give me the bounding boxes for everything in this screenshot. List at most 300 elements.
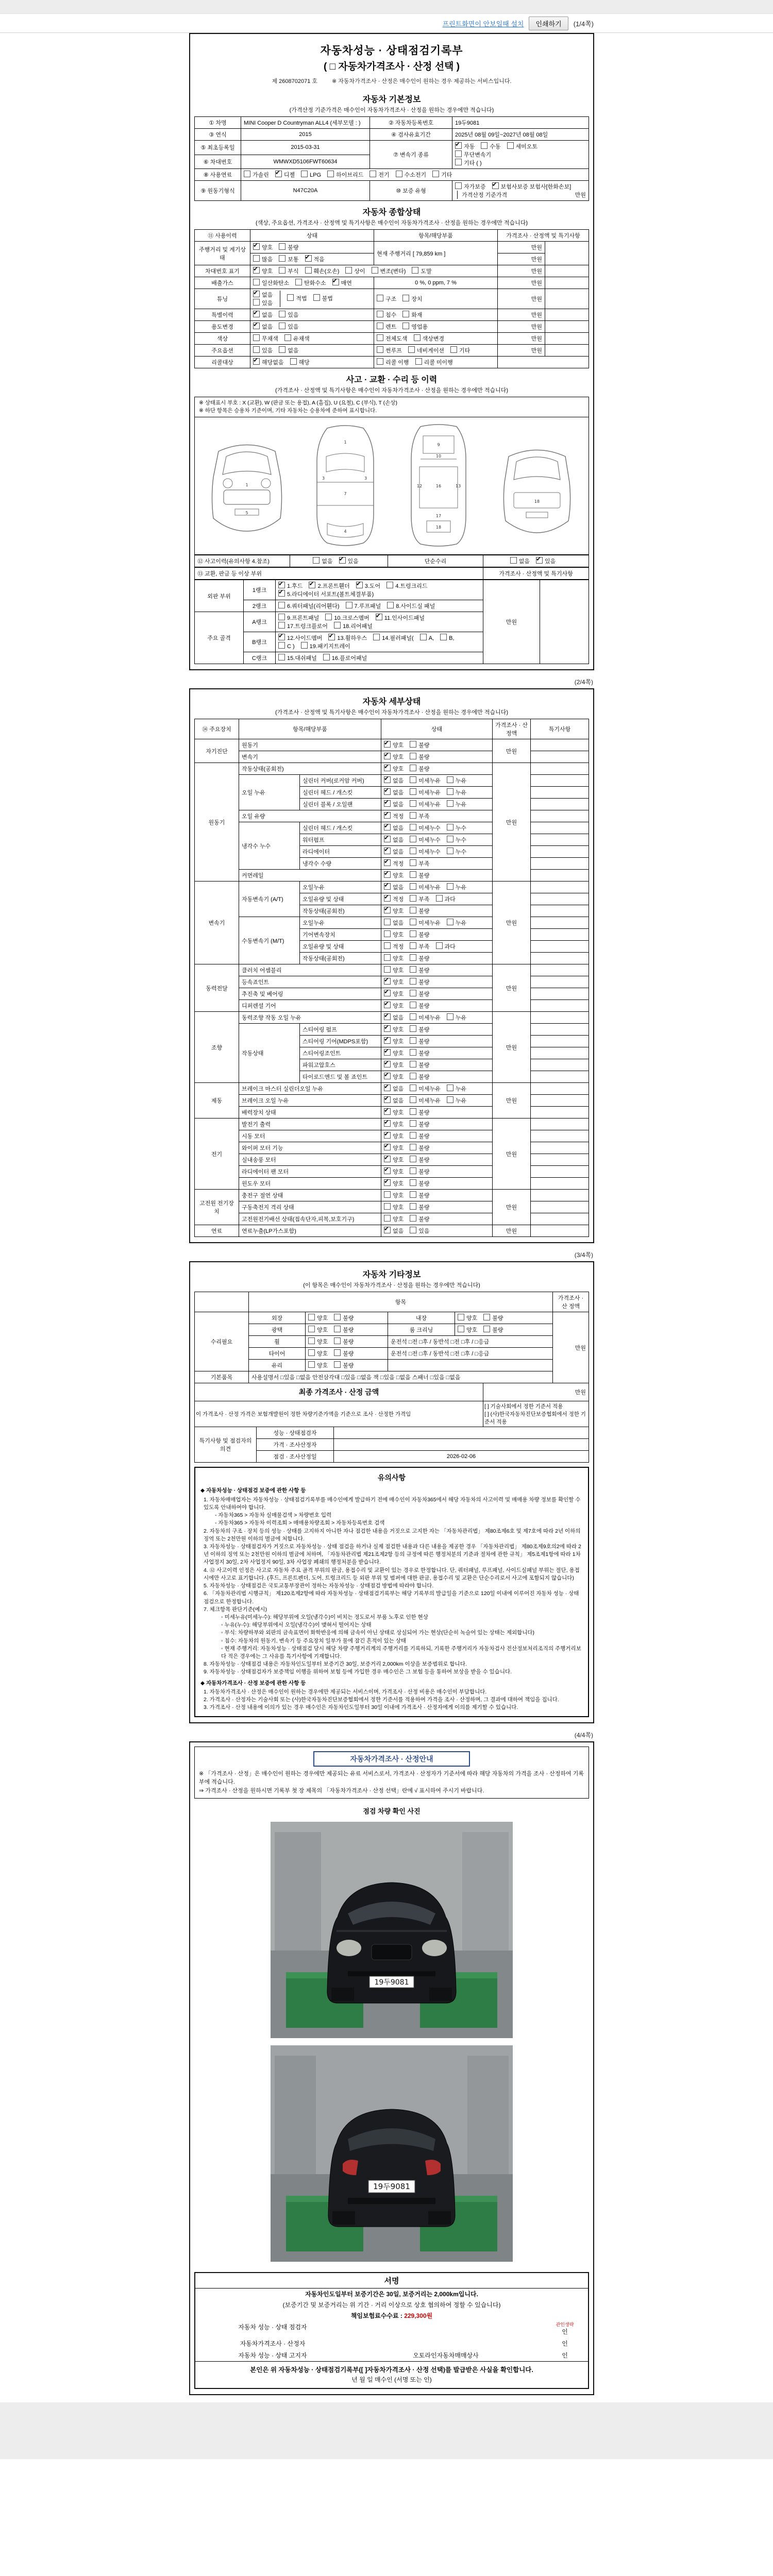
note-cell <box>531 787 589 799</box>
checkbox[interactable] <box>387 602 394 608</box>
checkbox[interactable] <box>287 294 294 301</box>
checkbox[interactable] <box>447 800 453 807</box>
option <box>384 930 404 939</box>
checkbox[interactable] <box>323 654 330 660</box>
option-label: 양호 <box>393 1181 404 1188</box>
checkbox[interactable] <box>410 966 416 973</box>
checkbox[interactable] <box>384 1037 391 1044</box>
option-label: 있음 <box>347 558 359 565</box>
checkbox[interactable] <box>278 634 285 640</box>
checkbox[interactable] <box>415 358 422 365</box>
checkbox[interactable] <box>414 334 421 341</box>
checkbox[interactable] <box>253 279 260 285</box>
checkbox[interactable] <box>410 859 416 866</box>
checkbox[interactable] <box>377 311 383 317</box>
option <box>510 557 530 565</box>
checkbox[interactable] <box>278 602 285 608</box>
checkbox[interactable] <box>253 334 260 341</box>
checkbox[interactable] <box>410 1191 416 1198</box>
checkbox[interactable] <box>308 1349 315 1356</box>
checkbox[interactable] <box>384 848 391 854</box>
note-cell <box>531 1142 589 1154</box>
notice-section <box>194 1467 589 1717</box>
state-options <box>381 739 493 751</box>
checkbox[interactable] <box>373 634 380 640</box>
tuning-target-options <box>374 289 498 309</box>
svg-text:18: 18 <box>534 499 540 504</box>
checkbox[interactable] <box>295 279 302 285</box>
checkbox[interactable] <box>290 358 297 365</box>
option-label: 누수 <box>455 825 467 832</box>
repair-needed-label: 수리필요 <box>195 1312 249 1371</box>
option-label: LPG <box>310 172 322 178</box>
option-label: 17.트렁크플로어 <box>287 623 328 630</box>
checkbox[interactable] <box>278 590 285 597</box>
checkbox[interactable] <box>410 824 416 831</box>
checkbox[interactable] <box>339 557 346 564</box>
checkbox[interactable] <box>332 279 339 285</box>
checkbox[interactable] <box>345 267 352 274</box>
basic-info-title: 자동차 기본정보 <box>362 95 421 104</box>
checkbox[interactable] <box>410 1132 416 1139</box>
option <box>384 895 404 903</box>
checkbox[interactable] <box>410 1025 416 1032</box>
page-number-badge: (2/4쪽) <box>574 679 593 686</box>
checkbox[interactable] <box>313 557 320 564</box>
option-label: 불량 <box>418 1205 430 1211</box>
checkbox[interactable] <box>253 243 260 250</box>
option <box>410 895 429 903</box>
checkbox[interactable] <box>253 323 260 329</box>
checkbox[interactable] <box>410 765 416 771</box>
opinion-table <box>194 1427 589 1463</box>
checkbox[interactable] <box>410 942 416 949</box>
checkbox[interactable] <box>447 848 453 854</box>
checkbox[interactable] <box>410 1002 416 1008</box>
checkbox[interactable] <box>447 919 453 925</box>
checkbox[interactable] <box>410 990 416 996</box>
panel-section-label: ⑬ 교환, 판금 등 이상 부위 <box>195 568 483 580</box>
checkbox[interactable] <box>410 907 416 913</box>
state-options <box>381 1071 493 1083</box>
option-label: 14.필러패널( <box>382 635 414 642</box>
checkbox[interactable] <box>308 1361 315 1368</box>
field-label: ① 차명 <box>195 117 241 129</box>
option <box>410 859 429 868</box>
option <box>481 142 500 150</box>
checkbox[interactable] <box>384 1061 391 1067</box>
checkbox[interactable] <box>384 741 391 748</box>
checkbox[interactable] <box>402 295 409 301</box>
option-label: 전체도색 <box>385 336 408 342</box>
checkbox[interactable] <box>384 1191 391 1198</box>
option <box>483 1314 503 1322</box>
checkbox[interactable] <box>384 966 391 973</box>
checkbox[interactable] <box>275 171 282 177</box>
overall-state-table <box>194 229 589 368</box>
checkbox[interactable] <box>386 582 393 588</box>
checkbox[interactable] <box>384 919 391 925</box>
option-label: 양호 <box>393 1062 404 1069</box>
checkbox[interactable] <box>369 171 376 177</box>
checkbox[interactable] <box>384 1108 391 1115</box>
checkbox[interactable] <box>377 346 383 353</box>
checkbox[interactable] <box>253 358 260 365</box>
checkbox[interactable] <box>384 1120 391 1127</box>
checkbox[interactable] <box>436 895 443 902</box>
checkbox[interactable] <box>410 1120 416 1127</box>
checkbox[interactable] <box>384 776 391 783</box>
item-label: 실린더 커버(로커암 커버) <box>300 775 381 787</box>
option-label: 없음 <box>262 292 273 298</box>
checkbox[interactable] <box>384 990 391 996</box>
checkbox[interactable] <box>410 1084 416 1091</box>
checkbox[interactable] <box>253 299 260 306</box>
item-label: 파워고압호스 <box>300 1059 381 1071</box>
checkbox[interactable] <box>410 753 416 759</box>
checkbox[interactable] <box>253 346 260 353</box>
checkbox[interactable] <box>279 311 285 317</box>
checkbox[interactable] <box>327 171 334 177</box>
note-cell <box>545 309 589 321</box>
note-cell <box>531 1154 589 1166</box>
checkbox[interactable] <box>447 836 453 842</box>
option-label: 상이 <box>354 268 365 275</box>
sub-label: 내장 <box>388 1312 455 1324</box>
checkbox[interactable] <box>244 171 250 177</box>
checkbox[interactable] <box>408 346 415 353</box>
checkbox[interactable] <box>447 1013 453 1020</box>
checkbox[interactable] <box>410 1144 416 1150</box>
col-header: 상태 <box>381 719 493 739</box>
checkbox[interactable] <box>410 1203 416 1210</box>
checkbox[interactable] <box>384 978 391 985</box>
option-label: 불량 <box>418 1216 430 1223</box>
checkbox[interactable] <box>356 582 363 588</box>
price-base-unit: 만원 <box>575 192 586 198</box>
print-button[interactable]: 인쇄하기 <box>529 16 568 30</box>
checkbox[interactable] <box>305 255 312 262</box>
option <box>384 859 404 868</box>
checkbox[interactable] <box>410 800 416 807</box>
checkbox[interactable] <box>402 311 409 317</box>
checkbox[interactable] <box>384 1215 391 1222</box>
checkbox[interactable] <box>253 311 260 317</box>
checkbox[interactable] <box>384 1167 391 1174</box>
checkbox[interactable] <box>346 602 352 608</box>
checkbox[interactable] <box>483 1314 490 1320</box>
checkbox[interactable] <box>384 836 391 842</box>
option-label: 양호 <box>393 1133 404 1140</box>
option <box>377 311 396 319</box>
note-cell <box>531 1095 589 1107</box>
checkbox[interactable] <box>384 1132 391 1139</box>
checkbox[interactable] <box>279 323 285 329</box>
checkbox[interactable] <box>334 1361 341 1368</box>
checkbox[interactable] <box>334 1326 341 1332</box>
option-label: 썬루프 <box>385 348 402 354</box>
checkbox[interactable] <box>384 1227 391 1233</box>
checkbox[interactable] <box>410 1061 416 1067</box>
option <box>384 883 404 891</box>
option-label: 불량 <box>418 908 430 915</box>
checkbox[interactable] <box>384 1096 391 1103</box>
checkbox[interactable] <box>410 1227 416 1233</box>
install-print-plugin-link[interactable]: 프린트화면이 안보일때 설치 <box>442 20 524 28</box>
checkbox[interactable] <box>384 1084 391 1091</box>
notice-item: ◦ 현재 주행거리: 자동차성능 · 상태점검 당시 해당 차량 주행거리계의 주행거리를 기록하되, 기록한 주행거리가 자동차검사 전산정보처리조직의 주행거리보다 적은 경우에는 그 사유를 특기사항에 기재합니다. <box>221 1645 581 1660</box>
panel-header-table <box>194 567 589 580</box>
checkbox[interactable] <box>402 323 409 329</box>
checkbox[interactable] <box>410 930 416 937</box>
checkbox[interactable] <box>384 1073 391 1079</box>
checkbox[interactable] <box>308 1337 315 1344</box>
checkbox[interactable] <box>384 788 391 795</box>
option <box>447 919 466 927</box>
checkbox[interactable] <box>305 267 312 274</box>
checkbox[interactable] <box>384 753 391 759</box>
col-header: ⑭ 주요장치 <box>195 719 239 739</box>
checkbox[interactable] <box>278 654 285 660</box>
checkbox[interactable] <box>410 812 416 819</box>
checkbox[interactable] <box>410 954 416 961</box>
checkbox[interactable] <box>377 295 383 301</box>
checkbox[interactable] <box>507 142 514 149</box>
option <box>410 1167 429 1176</box>
checkbox[interactable] <box>279 346 285 353</box>
note-cell <box>531 964 589 976</box>
checkbox[interactable] <box>384 1156 391 1162</box>
checkbox[interactable] <box>447 824 453 831</box>
checkbox[interactable] <box>410 1156 416 1162</box>
option-label: 10.크로스멤버 <box>334 615 369 622</box>
checkbox[interactable] <box>384 812 391 819</box>
checkbox[interactable] <box>325 614 332 620</box>
checkbox[interactable] <box>455 142 462 149</box>
option-label: 없음 <box>393 849 404 856</box>
emission-options <box>250 277 374 289</box>
price-cell: 만원 <box>553 1312 589 1383</box>
item-label: 발전기 출력 <box>239 1118 381 1130</box>
option <box>536 557 556 565</box>
checkbox[interactable] <box>410 848 416 854</box>
signer-label: 자동차 성능 · 상태 점검자 <box>238 2324 307 2331</box>
note-cell <box>531 882 589 893</box>
option <box>410 930 429 939</box>
checkbox[interactable] <box>481 142 488 149</box>
checkbox[interactable] <box>384 859 391 866</box>
checkbox[interactable] <box>410 1096 416 1103</box>
accident-history-options <box>290 555 388 567</box>
option-label: 불량 <box>418 1062 430 1069</box>
checkbox[interactable] <box>384 1025 391 1032</box>
checkbox[interactable] <box>492 182 499 189</box>
checkbox[interactable] <box>410 978 416 985</box>
checkbox[interactable] <box>372 267 378 274</box>
checkbox[interactable] <box>384 1002 391 1008</box>
checkbox[interactable] <box>447 776 453 783</box>
option <box>384 1061 404 1069</box>
checkbox[interactable] <box>377 323 383 329</box>
option-label: 양호 <box>393 968 404 974</box>
checkbox[interactable] <box>455 159 462 165</box>
checkbox[interactable] <box>334 1349 341 1356</box>
price-basis-options: [ ] 기술사회에서 정한 기준서 적용 [ ] (사)한국자동차진단보증협회에서 정한 기준서 적용 <box>483 1401 589 1427</box>
option-label: 양호 <box>317 1351 328 1358</box>
device-group-label: 고전원 전기장치 <box>195 1190 239 1225</box>
checkbox[interactable] <box>483 1326 490 1332</box>
checkbox[interactable] <box>313 294 320 301</box>
checkbox[interactable] <box>396 171 402 177</box>
checkbox[interactable] <box>279 243 285 250</box>
checkbox[interactable] <box>410 1167 416 1174</box>
checkbox[interactable] <box>447 788 453 795</box>
checkbox[interactable] <box>440 634 447 640</box>
item-label: 배력장치 상태 <box>239 1107 381 1118</box>
option <box>447 824 466 832</box>
checkbox[interactable] <box>384 800 391 807</box>
signer-label: 자동차 성능 · 상태 고지자 <box>238 2352 307 2360</box>
checkbox[interactable] <box>384 883 391 890</box>
checkbox[interactable] <box>455 182 462 189</box>
checkbox[interactable] <box>253 267 260 274</box>
checkbox[interactable] <box>377 334 383 341</box>
checkbox[interactable] <box>384 895 391 902</box>
checkbox[interactable] <box>301 642 308 649</box>
checkbox[interactable] <box>536 557 543 564</box>
option <box>384 765 404 773</box>
checkbox[interactable] <box>410 1108 416 1115</box>
checkbox[interactable] <box>279 267 285 274</box>
checkbox[interactable] <box>410 741 416 748</box>
checkbox[interactable] <box>278 614 285 620</box>
checkbox[interactable] <box>412 267 418 274</box>
repaint-options <box>374 333 498 345</box>
checkbox[interactable] <box>410 871 416 878</box>
checkbox[interactable] <box>278 642 285 649</box>
checkbox[interactable] <box>384 765 391 771</box>
panel-group-label: 주요 골격 <box>195 612 244 664</box>
option-label: 적정 <box>393 861 404 868</box>
note-cell <box>545 265 589 277</box>
checkbox[interactable] <box>447 883 453 890</box>
checkbox[interactable] <box>384 942 391 949</box>
state-options <box>381 846 493 858</box>
option-label: 양호 <box>393 873 404 879</box>
checkbox[interactable] <box>420 634 427 640</box>
checkbox[interactable] <box>279 255 285 262</box>
price-cell: 만원 <box>493 739 531 763</box>
checkbox[interactable] <box>432 171 439 177</box>
checkbox[interactable] <box>410 919 416 925</box>
notice-item: 3. 가격조사 · 산정 내용에 이의가 있는 경우 매수인은 자동차인도일부터 30일 이내에 가격조사 · 산정자에게 이의를 제기할 수 있습니다. <box>204 1704 518 1711</box>
checkbox[interactable] <box>384 1049 391 1056</box>
checkbox[interactable] <box>376 614 382 620</box>
checkbox[interactable] <box>410 1073 416 1079</box>
field-label: ④ 검사유효기간 <box>370 129 452 141</box>
option-label: 보통 <box>288 257 299 263</box>
checkbox[interactable] <box>377 358 383 365</box>
option-label: 양호 <box>466 1327 478 1334</box>
checkbox[interactable] <box>410 1179 416 1186</box>
checkbox[interactable] <box>301 171 308 177</box>
option-label: 전기 <box>378 172 390 178</box>
checkbox[interactable] <box>253 255 260 262</box>
checkbox[interactable] <box>458 1314 464 1320</box>
option <box>410 1073 429 1081</box>
checkbox[interactable] <box>278 622 285 629</box>
checkbox[interactable] <box>334 1337 341 1344</box>
checkbox[interactable] <box>384 1013 391 1020</box>
checkbox[interactable] <box>455 150 462 157</box>
checkbox[interactable] <box>309 582 315 588</box>
checkbox[interactable] <box>458 1326 464 1332</box>
option <box>410 1084 441 1093</box>
checkbox[interactable] <box>447 1096 453 1103</box>
checkbox[interactable] <box>510 557 517 564</box>
checkbox[interactable] <box>410 1215 416 1222</box>
checkbox[interactable] <box>447 1084 453 1091</box>
option-label: 없음 <box>288 348 299 354</box>
option-label: 1.후드 <box>287 583 303 590</box>
note-cell <box>531 1107 589 1118</box>
checkbox[interactable] <box>410 1013 416 1020</box>
svg-text:7: 7 <box>343 492 347 497</box>
checkbox[interactable] <box>384 824 391 831</box>
state-options <box>381 882 493 893</box>
checkbox[interactable] <box>410 883 416 890</box>
checkbox[interactable] <box>410 895 416 902</box>
checkbox[interactable] <box>436 942 443 949</box>
svg-text:13: 13 <box>455 484 461 489</box>
checkbox[interactable] <box>334 622 341 629</box>
checkbox[interactable] <box>308 1326 315 1332</box>
checkbox[interactable] <box>253 291 260 297</box>
sub-group-label: 자동변속기 (A/T) <box>239 882 300 917</box>
panel-options <box>276 600 483 612</box>
row-label: 튜닝 <box>195 289 250 309</box>
option <box>410 836 441 844</box>
checkbox[interactable] <box>278 582 285 588</box>
checkbox[interactable] <box>384 954 391 961</box>
checkbox[interactable] <box>384 871 391 878</box>
checkbox[interactable] <box>450 346 457 353</box>
checkbox[interactable] <box>334 1314 341 1320</box>
checkbox[interactable] <box>384 1203 391 1210</box>
item-label: 오일유량 및 상태 <box>300 893 381 905</box>
checkbox[interactable] <box>384 930 391 937</box>
checkbox[interactable] <box>410 836 416 842</box>
row-label: 용도변경 <box>195 321 250 333</box>
checkbox[interactable] <box>308 1314 315 1320</box>
option-label: 부족 <box>418 861 430 868</box>
checkbox[interactable] <box>410 776 416 783</box>
checkbox[interactable] <box>384 907 391 913</box>
option <box>278 634 322 642</box>
checkbox[interactable] <box>410 1037 416 1044</box>
checkbox[interactable] <box>384 1144 391 1150</box>
checkbox[interactable] <box>328 634 335 640</box>
option-label: 9.프론트패널 <box>287 615 320 622</box>
mileage-amount-options <box>250 253 374 265</box>
option-label: 기타 <box>459 348 470 354</box>
col-header: 항목/해당부품 <box>374 230 498 242</box>
option-label: 누유 <box>455 1098 467 1105</box>
checkbox[interactable] <box>410 788 416 795</box>
checkbox[interactable] <box>384 1179 391 1186</box>
checkbox[interactable] <box>410 1049 416 1056</box>
checkbox[interactable] <box>284 334 291 341</box>
